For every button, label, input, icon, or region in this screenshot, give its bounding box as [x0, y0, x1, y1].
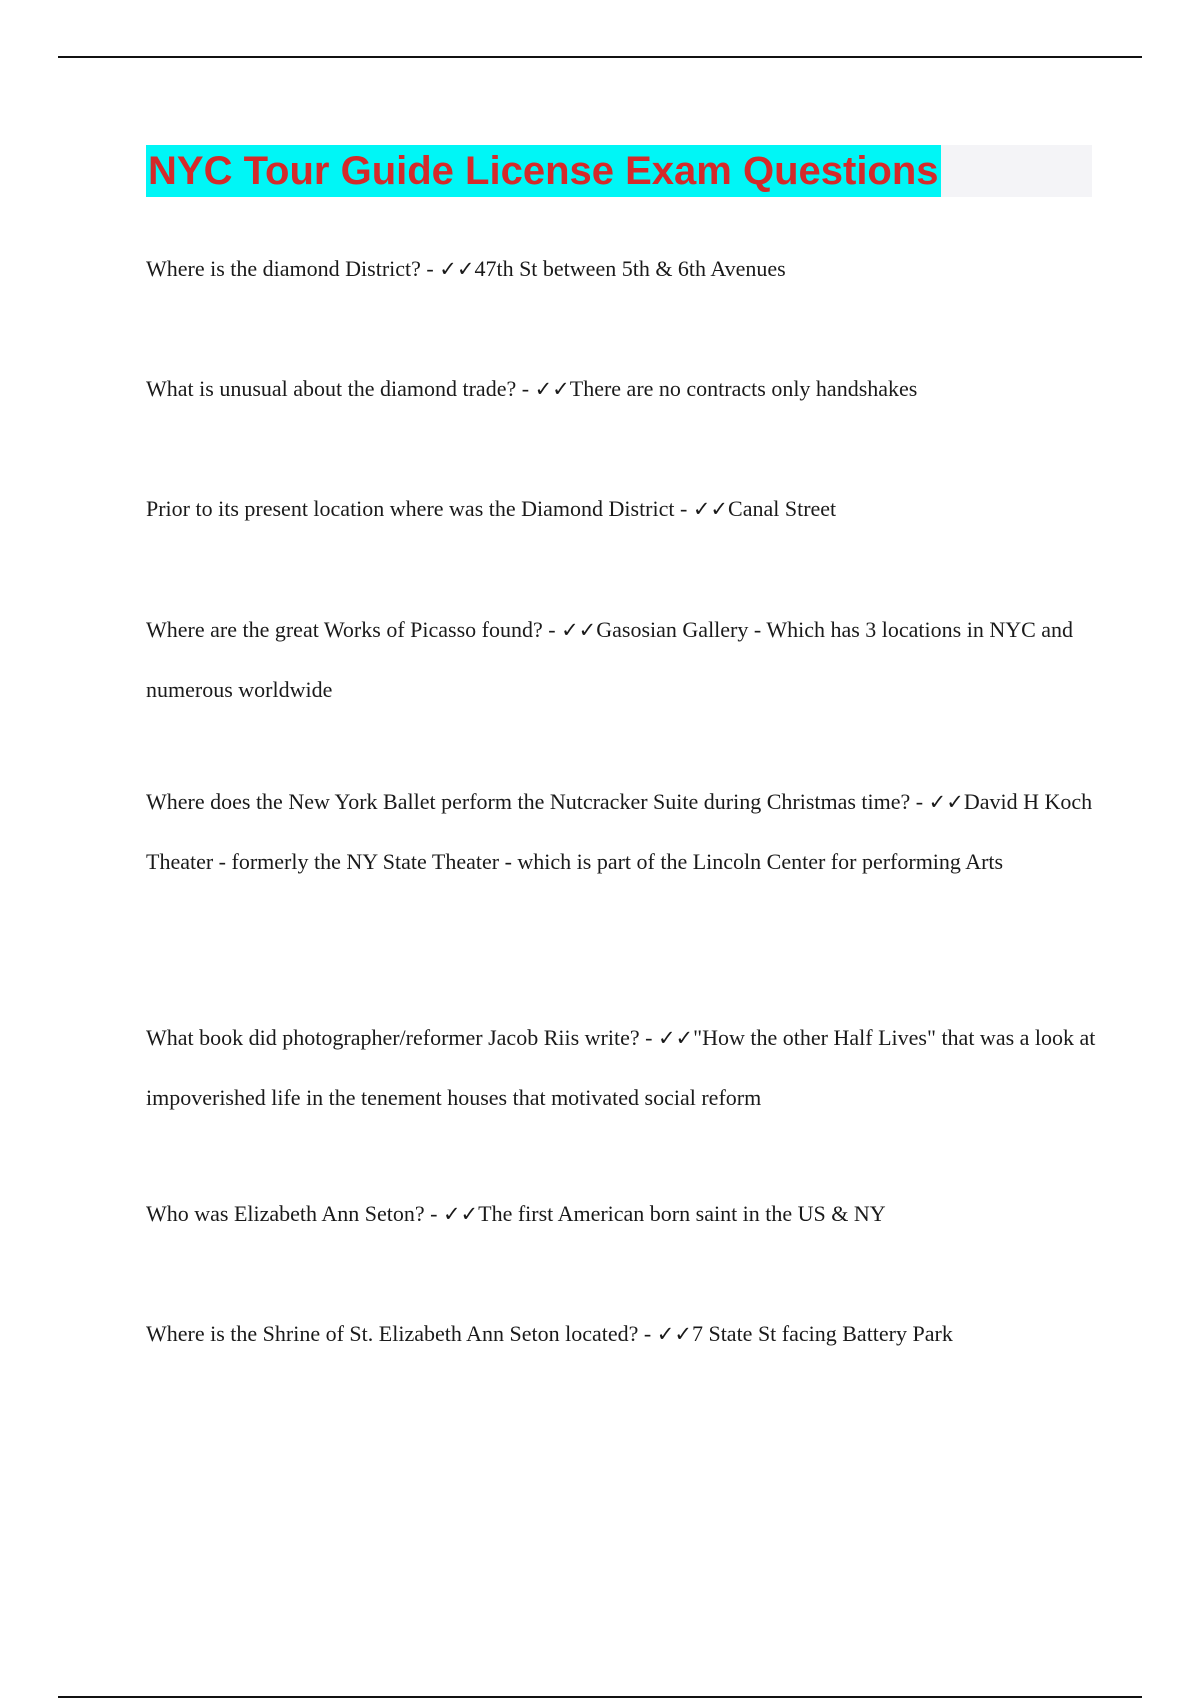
checkmark-icon: ✓✓ — [442, 1202, 479, 1226]
answer-text: Canal Street — [728, 496, 837, 521]
answer-text: The first American born saint in the US & NY — [478, 1201, 886, 1226]
answer-text: Gasosian Gallery - Which has 3 locations in NYC and numerous worldwide — [146, 617, 1074, 702]
qa-item-1 — [146, 239, 1096, 299]
question-text: Where is the diamond District? - — [146, 256, 440, 281]
question-text: Where does the New York Ballet perform the Nutcracker Suite during Christmas time? - — [146, 789, 929, 814]
question-text: What book did photographer/reformer Jacob Riis write? - — [146, 1025, 658, 1050]
checkmark-icon: ✓✓ — [657, 1026, 694, 1050]
bottom-rule — [58, 1696, 1142, 1698]
qa-item-2 — [146, 359, 1096, 419]
question-text: Prior to its present location where was the Diamond District - — [146, 496, 693, 521]
question-text: What is unusual about the diamond trade? - — [146, 376, 535, 401]
answer-text: 7 State St facing Battery Park — [691, 1321, 953, 1346]
qa-item-7 — [146, 1184, 1096, 1244]
question-text: Where are the great Works of Picasso found? - — [146, 617, 562, 642]
qa-item-3 — [146, 479, 1096, 539]
top-rule — [58, 56, 1142, 58]
qa-item-6 — [146, 1008, 1096, 1128]
question-text: Where is the Shrine of St. Elizabeth Ann Seton located? - — [146, 1321, 657, 1346]
checkmark-icon: ✓✓ — [656, 1322, 692, 1346]
qa-item-8 — [146, 1304, 1096, 1364]
answer-text: David H Koch Theater - formerly the NY State Theater - which is part of the Lincoln Center for performing Arts — [146, 789, 1093, 874]
checkmark-icon: ✓✓ — [692, 497, 729, 521]
answer-text: "How the other Half Lives" that was a look at impoverished life in the tenement houses that motivated social reform — [146, 1025, 1096, 1110]
checkmark-icon: ✓✓ — [534, 377, 570, 401]
checkmark-icon: ✓✓ — [561, 618, 597, 642]
qa-item-5 — [146, 772, 1096, 892]
question-text: Who was Elizabeth Ann Seton? - — [146, 1201, 443, 1226]
checkmark-icon: ✓✓ — [439, 257, 475, 281]
answer-text: There are no contracts only handshakes — [569, 376, 918, 401]
answer-text: 47th St between 5th & 6th Avenues — [474, 256, 786, 281]
qa-item-4 — [146, 600, 1096, 720]
title-band — [146, 145, 1092, 197]
page-title: NYC Tour Guide License Exam Questions — [146, 145, 941, 197]
checkmark-icon: ✓✓ — [928, 790, 964, 814]
